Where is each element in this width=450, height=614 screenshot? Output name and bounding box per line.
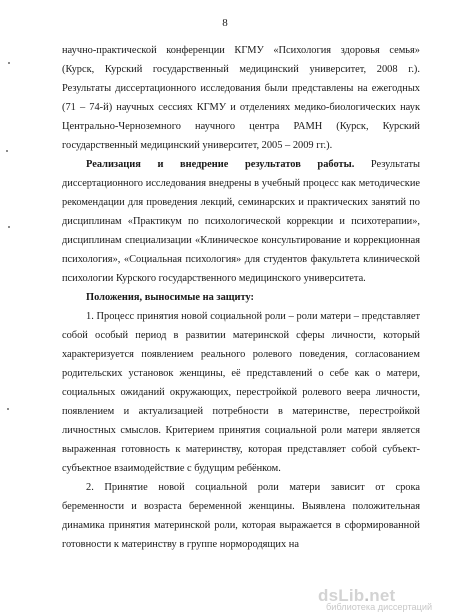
margin-mark [8,226,10,228]
paragraph-text: Результаты диссертационного исследования внедрены в учебный процесс как методические рекомендации для проведения лекций, семинарских и практических занятий по дисциплинам «Практикум по психологической коррекции и психотерапии», дисциплинам специализации «Клиническое консультирование и коррекционная психология», «Социальная психология» для студентов факультета клинической психологии Курского государственного медицинского университета. [62,159,420,284]
logo-dot: . [364,586,370,605]
document-body [62,41,420,554]
section-heading: Положения, выносимые на защиту: [86,292,255,303]
watermark [318,586,448,612]
margin-mark [7,408,9,410]
paragraph-text: научно-практической конференции КГМУ «Психология здоровья семья» (Курск, Курский государственный медицинский университет, 2008 г.). Результаты диссертационного исследования были представлены на ежегодных (71 – 74-й) научных сессиях КГМУ и отделениях медико-биологических наук Центрально-Черноземного научного центра РАМН (Курск, Курский государственный медицинский университет, 2005 – 2009 гг.). [62,45,420,151]
paragraph [62,155,420,288]
logo-tld: net [369,586,396,605]
list-item: 1. Процесс принятия новой социальной роли – роли матери – представляет собой особый период в развитии материнской сферы личности, который характеризуется появлением реального ролевого поведения, согласованием родительских установок женщины, её представлений о себе как о матери, социальных ожиданий окружающих, перестройкой ролевого веера личности, появлением и актуализацией потребности в материнстве, перестройкой личностных смыслов. Критерием принятия социальной роли матери является выраженная готовность к материнству, которая представляет собой субъект-субъектное взаимодействие с будущим ребёнком. [62,311,420,474]
paragraph-lead: Реализация и внедрение результатов работы. [86,159,355,170]
margin-mark [8,62,10,64]
logo-main: dsLib [318,586,365,605]
paragraph [62,41,420,155]
list-item: 2. Принятие новой социальной роли матери зависит от срока беременности и возраста беременной женщины. Выявлена положительная динамика принятия материнской роли, которая выражается в сформированной готовности к материнству в группе нормородящих на [62,482,420,550]
page-number: 8 [222,17,228,29]
site-tagline: библиотека диссертаций [326,602,433,612]
margin-mark [6,150,8,152]
